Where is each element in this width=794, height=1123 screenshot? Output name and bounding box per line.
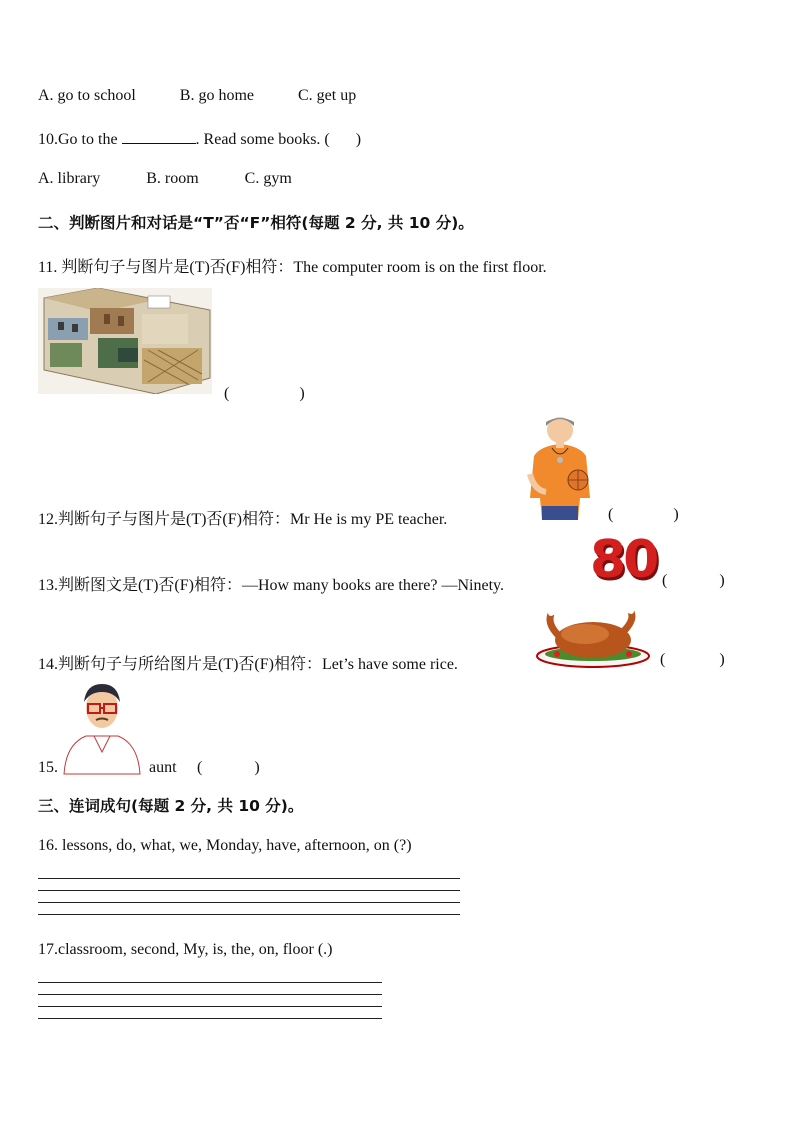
q9-option-c: C. get up xyxy=(298,87,357,104)
q15-answer-parens[interactable] xyxy=(197,759,260,777)
section2-title: 二、判断图片和对话是“T”否“F”相符(每题 2 分, 共 10 分)。 xyxy=(38,214,474,232)
q10-close: ) xyxy=(355,131,362,148)
q15-paren-close: ) xyxy=(254,759,260,776)
q14-paren-close: ) xyxy=(719,651,725,668)
q9-option-a: A. go to school xyxy=(38,87,136,104)
q11-text: 11. 判断句子与图片是(T)否(F)相符：The computer room is on the first floor. xyxy=(38,259,547,276)
q9-option-b: B. go home xyxy=(179,87,254,104)
section3-title: 三、连词成句(每题 2 分, 共 10 分)。 xyxy=(38,797,304,815)
q11-paren-open: ( xyxy=(224,385,230,402)
q10-options xyxy=(38,170,292,188)
q17-line-4[interactable] xyxy=(38,1018,382,1019)
q17-line-1[interactable] xyxy=(38,982,382,983)
q13-paren-open: ( xyxy=(662,572,668,589)
q14-paren-open: ( xyxy=(660,651,666,668)
q14-text: 14.判断句子与所给图片是(T)否(F)相符：Let’s have some rice. xyxy=(38,656,458,673)
q12-text: 12.判断句子与图片是(T)否(F)相符：Mr He is my PE teacher. xyxy=(38,511,448,528)
q12-paren-open: ( xyxy=(608,506,614,523)
man-with-glasses-image xyxy=(60,680,144,776)
q13-answer-parens[interactable] xyxy=(662,572,725,590)
q16-text: 16. lessons, do, what, we, Monday, have, afternoon, on (?) xyxy=(38,837,412,854)
q15-number: 15. xyxy=(38,759,58,776)
q10-prefix: 10.Go to the xyxy=(38,131,122,148)
q13-paren-close: ) xyxy=(719,572,725,589)
q17-line-3[interactable] xyxy=(38,1006,382,1007)
number-80-image: 80 xyxy=(590,530,657,590)
q15-word: aunt xyxy=(149,759,177,776)
q11-answer-parens[interactable] xyxy=(224,385,305,403)
roast-turkey-image xyxy=(535,606,655,670)
q16-line-1[interactable] xyxy=(38,878,460,879)
q9-options xyxy=(38,87,356,105)
q11-paren-close: ) xyxy=(299,385,305,402)
q16-line-2[interactable] xyxy=(38,890,460,891)
q14-answer-parens[interactable] xyxy=(660,651,725,669)
pe-teacher-image xyxy=(520,414,600,522)
q10-suffix: . Read some books. ( xyxy=(195,131,330,148)
q16-line-3[interactable] xyxy=(38,902,460,903)
q16-line-4[interactable] xyxy=(38,914,460,915)
q15-paren-open: ( xyxy=(197,759,203,776)
q13-text: 13.判断图文是(T)否(F)相符：—How many books are there? —Ninety. xyxy=(38,577,504,594)
q10-option-b: B. room xyxy=(146,170,199,187)
school-building-image xyxy=(38,288,212,394)
q17-line-2[interactable] xyxy=(38,994,382,995)
q12-paren-close: ) xyxy=(673,506,679,523)
q10-blank[interactable] xyxy=(122,129,196,144)
q17-text: 17.classroom, second, My, is, the, on, floor (.) xyxy=(38,941,333,958)
q10-option-c: C. gym xyxy=(244,170,292,187)
q10-question xyxy=(38,129,361,149)
q12-answer-parens[interactable] xyxy=(608,506,679,524)
q10-option-a: A. library xyxy=(38,170,101,187)
